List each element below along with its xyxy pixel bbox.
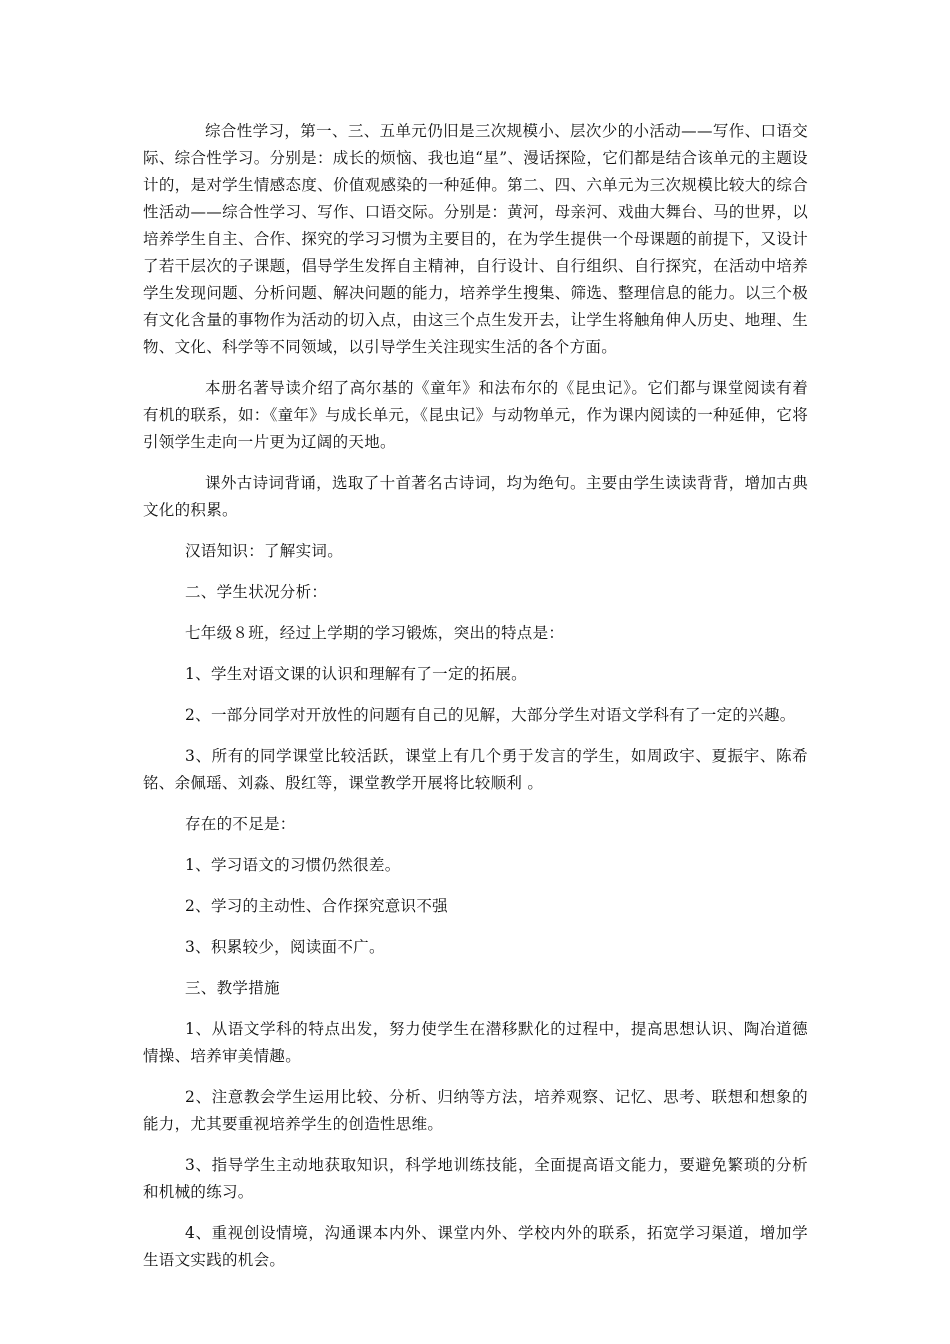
list-item-strength-3: 3、所有的同学课堂比较活跃，课堂上有几个勇于发言的学生，如周政宇、夏振宇、陈希铭、余佩瑶、刘淼、殷红等，课堂教学开展将比较顺利 。 [143,747,808,792]
document-body [143,118,808,1288]
list-item-weakness-1: 1、学习语文的习惯仍然很差。 [185,856,401,874]
list-item-measure-1: 1、从语文学科的特点出发，努力使学生在潜移默化的过程中，提高思想认识、陶冶道德情操、培养审美情趣。 [143,1020,808,1065]
paragraph-weaknesses-intro: 存在的不足是： [185,815,296,833]
list-item-strength-2: 2、一部分同学对开放性的问题有自己的见解，大部分学生对语文学科有了一定的兴趣。 [185,706,796,724]
list-item-strength-1: 1、学生对语文课的认识和理解有了一定的拓展。 [185,665,527,683]
list-item-measure-2: 2、注意教会学生运用比较、分析、归纳等方法，培养观察、记忆、思考、联想和想象的能力，尤其要重视培养学生的创造性思维。 [143,1088,808,1133]
list-item-measure-4: 4、重视创设情境，沟通课本内外、课堂内外、学校内外的联系，拓宽学习渠道，增加学生语文实践的机会。 [143,1224,808,1269]
paragraph-comprehensive-learning: 综合性学习，第一、三、五单元仍旧是三次规模小、层次少的小活动——写作、口语交际、综合性学习。分别是：成长的烦恼、我也追“星”、漫话探险，它们都是结合该单元的主题设计的，是对学生情感态度、价值观感染的一种延伸。第二、四、六单元为三次规模比较大的综合性活动——综合性学习、写作、口语交际。分别是：黄河，母亲河、戏曲大舞台、马的世界，以培养学生自主、合作、探究的学习习惯为主要目的，在为学生提供一个母课题的前提下，又设计了若干层次的子课题，倡导学生发挥自主精神，自行设计、自行组织、自行探究，在活动中培养学生发现问题、分析问题、解决问题的能力，培养学生搜集、筛选、整理信息的能力。以三个极有文化含量的事物作为活动的切入点，由这三个点生发开去，让学生将触角伸人历史、地理、生物、文化、科学等不同领域，以引导学生关注现实生活的各个方面。 [143,122,808,356]
paragraph-ancient-poems: 课外古诗词背诵，选取了十首著名古诗词，均为绝句。主要由学生读读背背，增加古典文化的积累。 [143,474,808,519]
paragraph-class-overview: 七年级８班，经过上学期的学习锻炼，突出的特点是： [185,624,565,642]
list-item-weakness-3: 3、积累较少，阅读面不广。 [185,938,385,956]
paragraph-chinese-knowledge: 汉语知识：了解实词。 [185,542,344,560]
section-heading-teaching-measures: 三、教学措施 [185,979,280,997]
paragraph-classic-reading: 本册名著导读介绍了高尔基的《童年》和法布尔的《昆虫记》。它们都与课堂阅读有着有机的联系，如：《童年》与成长单元，《昆虫记》与动物单元，作为课内阅读的一种延伸，它将引领学生走向一片更为辽阔的天地。 [143,379,808,451]
section-heading-student-analysis: 二、学生状况分析： [185,583,328,601]
list-item-measure-3: 3、指导学生主动地获取知识，科学地训练技能，全面提高语文能力，要避免繁琐的分析和机械的练习。 [143,1156,808,1201]
list-item-weakness-2: 2、学习的主动性、合作探究意识不强 [185,897,448,915]
